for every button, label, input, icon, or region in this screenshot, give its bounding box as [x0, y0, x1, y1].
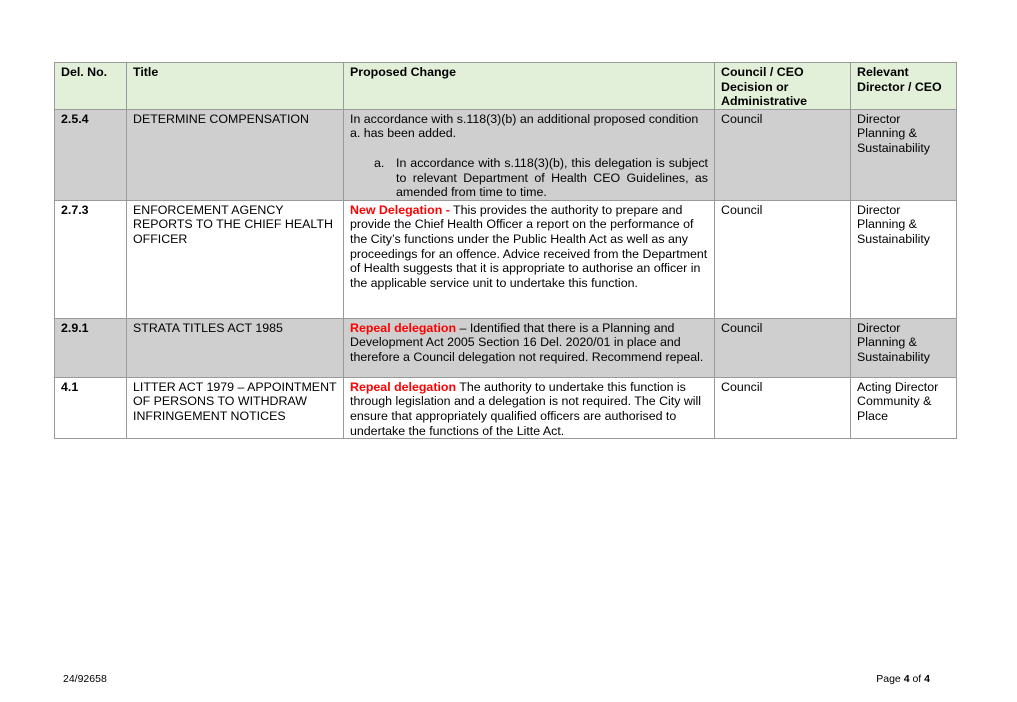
- header-decision: Council / CEO Decision or Administrative: [715, 63, 851, 110]
- change-text: In accordance with s.118(3)(b) an additional proposed condition a. has been added.: [350, 111, 699, 141]
- del-no-cell: 4.1: [55, 377, 127, 438]
- decision-cell: Council: [715, 318, 851, 377]
- change-text: The authority to undertake this function is through legislation and a delegation is not required. The City will ensure that appropriately qualified officers are authorised to undertake the functions of the Litte Act.: [350, 379, 702, 438]
- del-no-cell: 2.7.3: [55, 200, 127, 318]
- decision-cell: Council: [715, 109, 851, 200]
- title-cell: ENFORCEMENT AGENCY REPORTS TO THE CHIEF HEALTH OFFICER: [127, 200, 344, 318]
- title-cell: STRATA TITLES ACT 1985: [127, 318, 344, 377]
- proposed-change-cell: [344, 109, 715, 200]
- condition-item: [350, 156, 708, 200]
- delegations-table: [54, 62, 957, 439]
- table-row: [55, 318, 957, 377]
- header-director: Relevant Director / CEO: [851, 63, 957, 110]
- del-no-cell: 2.5.4: [55, 109, 127, 200]
- change-text: – Identified that there is a Planning and Development Act 2005 Section 16 Del. 2020/01 in place and therefore a Council delegation not required. Recommend repeal.: [350, 320, 704, 364]
- proposed-change-cell: [344, 377, 715, 438]
- director-cell: Director Planning & Sustainability: [851, 200, 957, 318]
- table-row: [55, 377, 957, 438]
- condition-text: In accordance with s.118(3)(b), this delegation is subject to relevant Department of Health CEO Guidelines, as amended from time to time.: [396, 155, 708, 200]
- title-cell: DETERMINE COMPENSATION: [127, 109, 344, 200]
- title-cell: LITTER ACT 1979 – APPOINTMENT OF PERSONS TO WITHDRAW INFRINGEMENT NOTICES: [127, 377, 344, 438]
- page-total: 4: [924, 673, 930, 685]
- proposed-change-cell: [344, 318, 715, 377]
- proposed-change-cell: [344, 200, 715, 318]
- condition-label: a.: [374, 155, 385, 170]
- document-reference: 24/92658: [63, 673, 107, 685]
- decision-cell: Council: [715, 377, 851, 438]
- table-row: [55, 200, 957, 318]
- director-cell: Director Planning & Sustainability: [851, 318, 957, 377]
- change-status-label: New Delegation -: [350, 202, 450, 217]
- page-of: of: [912, 673, 922, 685]
- header-title: Title: [127, 63, 344, 110]
- director-cell: Director Planning & Sustainability: [851, 109, 957, 200]
- change-status-label: Repeal delegation: [350, 320, 457, 335]
- page-word: Page: [876, 673, 901, 685]
- table-header-row: [55, 63, 957, 110]
- change-status-label: Repeal delegation: [350, 379, 457, 394]
- change-text: This provides the authority to prepare and provide the Chief Health Officer a report on the performance of the City’s functions under the Public Health Act as well as any proceedings for an offence. Advice received from the Department of Health suggests that it is appropriate to authorise an officer in the applicable service unit to undertake this function.: [350, 202, 708, 290]
- table-row: [55, 109, 957, 200]
- header-proposed-change: Proposed Change: [344, 63, 715, 110]
- decision-cell: Council: [715, 200, 851, 318]
- header-del-no: Del. No.: [55, 63, 127, 110]
- del-no-cell: 2.9.1: [55, 318, 127, 377]
- page-number: [876, 673, 930, 685]
- director-cell: Acting Director Community & Place: [851, 377, 957, 438]
- page-current: 4: [903, 673, 910, 685]
